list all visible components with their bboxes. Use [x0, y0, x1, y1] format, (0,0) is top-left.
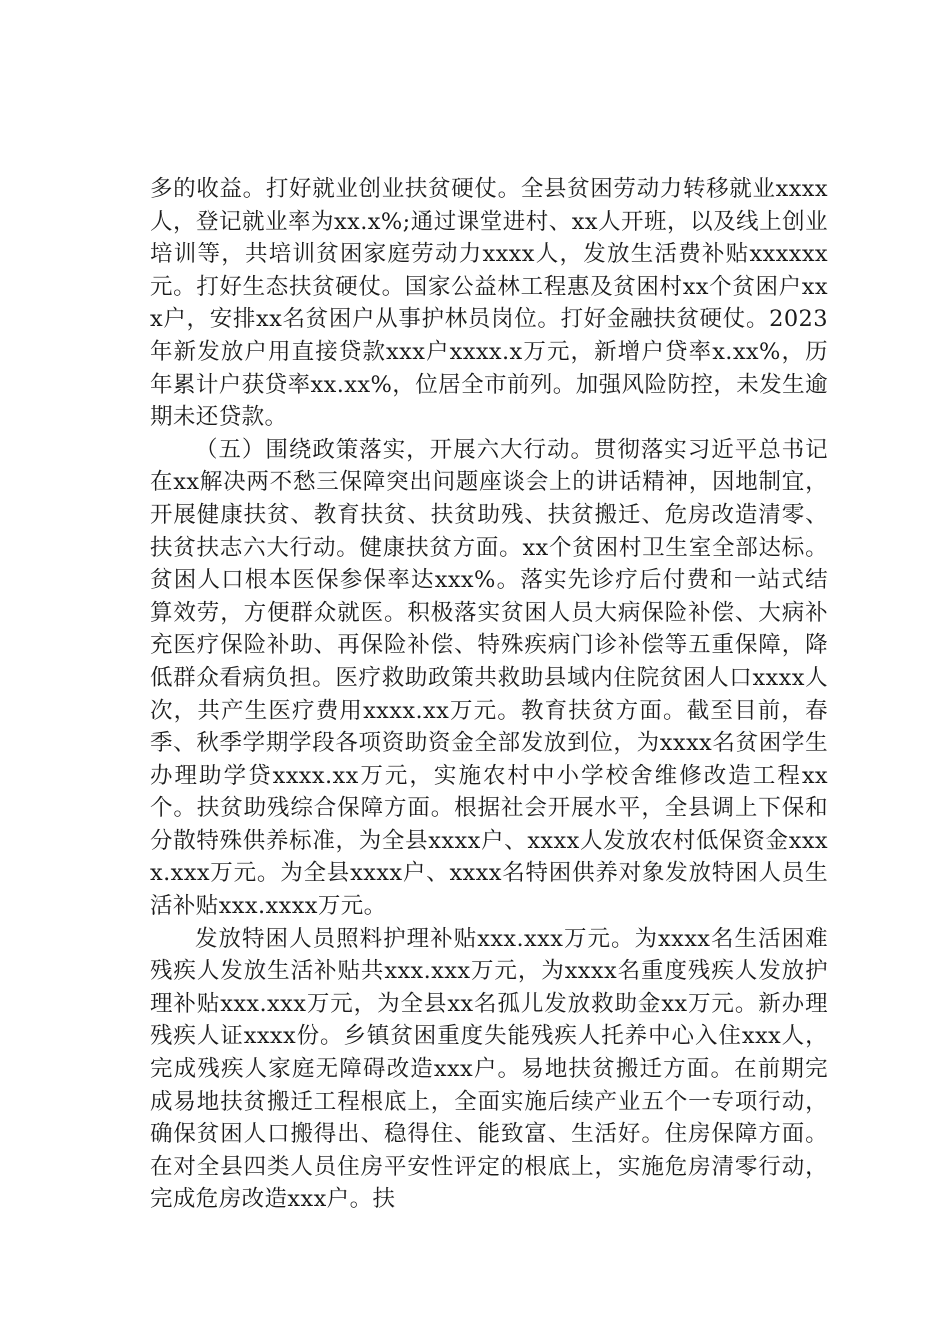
body-text — [150, 173, 828, 1216]
paragraph-six-actions: （五）围绕政策落实，开展六大行动。贯彻落实习近平总书记在xx解决两不愁三保障突出问题座谈会上的讲话精神，因地制宜，开展健康扶贫、教育扶贫、扶贫助残、扶贫搬迁、危房改造清零、扶贫扶志六大行动。健康扶贫方面。xx个贫困村卫生室全部达标。贫困人口根本医保参保率达xxx%。落实先诊疗后付费和一站式结算效劳，方便群众就医。积极落实贫困人员大病保险补偿、大病补充医疗保险补助、再保险补偿、特殊疾病门诊补偿等五重保障，降低群众看病负担。医疗救助政策共救助县域内住院贫困人口xxxx人次，共产生医疗费用xxxx.xx万元。教育扶贫方面。截至目前，春季、秋季学期学段各项资助资金全部发放到位，为xxxx名贫困学生办理助学贷xxxx.xx万元，实施农村中小学校舍维修改造工程xx个。扶贫助残综合保障方面。根据社会开展水平，全县调上下保和分散特殊供养标准，为全县xxxx户、xxxx人发放农村低保资金xxxx.xxx万元。为全县xxxx户、xxxx名特困供养对象发放特困人员生活补贴xxx.xxxx万元。 — [150, 436, 828, 920]
paragraph-subsidies-housing: 发放特困人员照料护理补贴xxx.xxx万元。为xxxx名生活困难残疾人发放生活补贴共xxx.xxx万元，为xxxx名重度残疾人发放护理补贴xxx.xxx万元，为全县xx名孤儿发放救助金xx万元。新办理残疾人证xxxx份。乡镇贫困重度失能残疾人托养中心入住xxx人，完成残疾人家庭无障碍改造xxx户。易地扶贫搬迁方面。在前期完成易地扶贫搬迁工程根底上，全面实施后续产业五个一专项行动，确保贫困人口搬得出、稳得住、能致富、生活好。住房保障方面。在对全县四类人员住房平安性评定的根底上，实施危房清零行动，完成危房改造xxx户。扶 — [150, 925, 828, 1213]
paragraph-employment-finance: 多的收益。打好就业创业扶贫硬仗。全县贫困劳动力转移就业xxxx人，登记就业率为xx.x%;通过课堂进村、xx人开班，以及线上创业培训等，共培训贫困家庭劳动力xxxx人，发放生活费补贴xxxxxx元。打好生态扶贫硬仗。国家公益林工程惠及贫困村xx个贫困户xxx户，安排xx名贫困户从事护林员岗位。打好金融扶贫硬仗。2023年新发放户用直接贷款xxx户xxxx.x万元，新增户贷率x.xx%，历年累计户获贷率xx.xx%，位居全市前列。加强风险防控，未发生逾期未还贷款。 — [150, 176, 828, 431]
